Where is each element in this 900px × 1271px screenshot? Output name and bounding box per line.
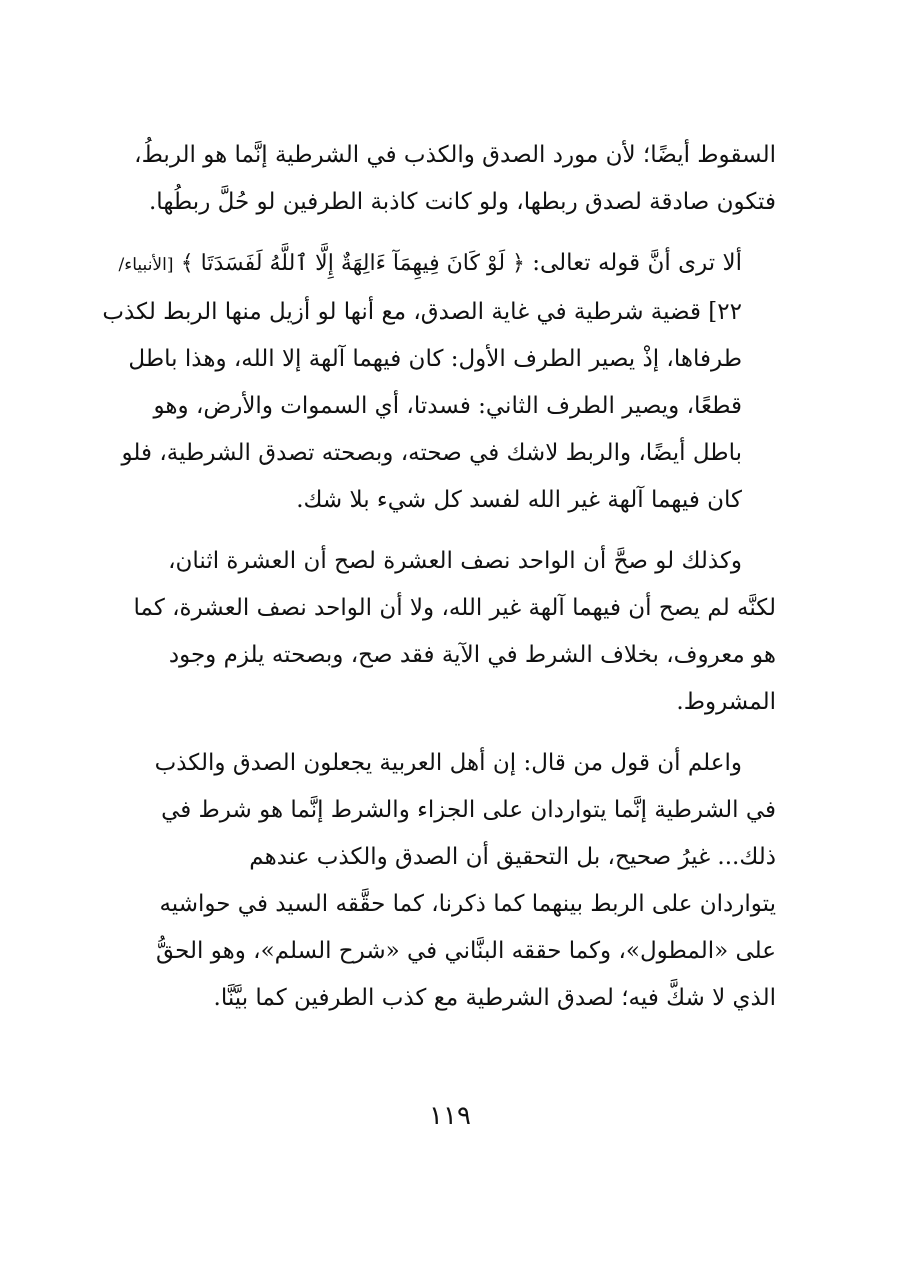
page-body (102, 132, 776, 1022)
paragraph-3 (128, 538, 776, 726)
text-line: هو معروف، بخلاف الشرط في الآية فقد صح، وبصحته يلزم وجود (168, 642, 776, 668)
text-line: يتواردان على الربط بينهما كما ذكرنا، كما حقَّقه السيد في حواشيه (159, 891, 776, 917)
paragraph-4 (128, 740, 776, 1022)
text-line: السقوط أيضًا؛ لأن مورد الصدق والكذب في الشرطية إنَّما هو الربطُ، (134, 142, 776, 168)
verse-lead-text: ألا ترى أنَّ قوله تعالى: (532, 250, 742, 276)
text-line-with-verse (118, 240, 776, 289)
text-line: على «المطول»، وكما حققه البنَّاني في «شرح السلم»، وهو الحقُّ (156, 938, 776, 964)
text-line: قطعًا، ويصير الطرف الثاني: فسدتا، أي السموات والأرض، وهو (153, 393, 742, 419)
text-line: وكذلك لو صحَّ أن الواحد نصف العشرة لصح أن العشرة اثنان، (168, 548, 742, 574)
verse-reference: [الأنبياء/ (118, 255, 174, 275)
text-line: ذلك... غيرُ صحيح، بل التحقيق أن الصدق والكذب عندهم (249, 844, 776, 870)
text-line: كان فيهما آلهة غير الله لفسد كل شيء بلا شك. (296, 487, 742, 513)
text-line: فتكون صادقة لصدق ربطها، ولو كانت كاذبة الطرفين لو حُلَّ ربطُها. (149, 189, 776, 215)
text-line: في الشرطية إنَّما يتواردان على الجزاء والشرط إنَّما هو شرط في (161, 797, 776, 823)
text-line: باطل أيضًا، والربط لاشك في صحته، وبصحته تصدق الشرطية، فلو (121, 440, 742, 466)
quran-verse: ﴿ لَوْ كَانَ فِيهِمَآ ءَالِهَةٌ إِلَّا ٱللَّهُ لَفَسَدَتَا ﴾ (180, 251, 525, 276)
text-line: لكنَّه لم يصح أن فيهما آلهة غير الله، ولا أن الواحد نصف العشرة، كما (133, 595, 776, 621)
text-line: ٢٢] قضية شرطية في غاية الصدق، مع أنها لو أزيل منها الربط لكذب (102, 299, 742, 325)
text-line: المشروط. (676, 689, 776, 715)
text-line: الذي لا شكَّ فيه؛ لصدق الشرطية مع كذب الطرفين كما بيَّنَّا. (213, 985, 776, 1011)
paragraph-1 (128, 132, 776, 226)
text-line: طرفاها، إذْ يصير الطرف الأول: كان فيهما آلهة إلا الله، وهذا باطل (128, 346, 742, 372)
page-number: ١١٩ (429, 1101, 471, 1131)
text-line: واعلم أن قول من قال: إن أهل العربية يجعلون الصدق والكذب (154, 750, 742, 776)
paragraph-2 (102, 240, 776, 524)
